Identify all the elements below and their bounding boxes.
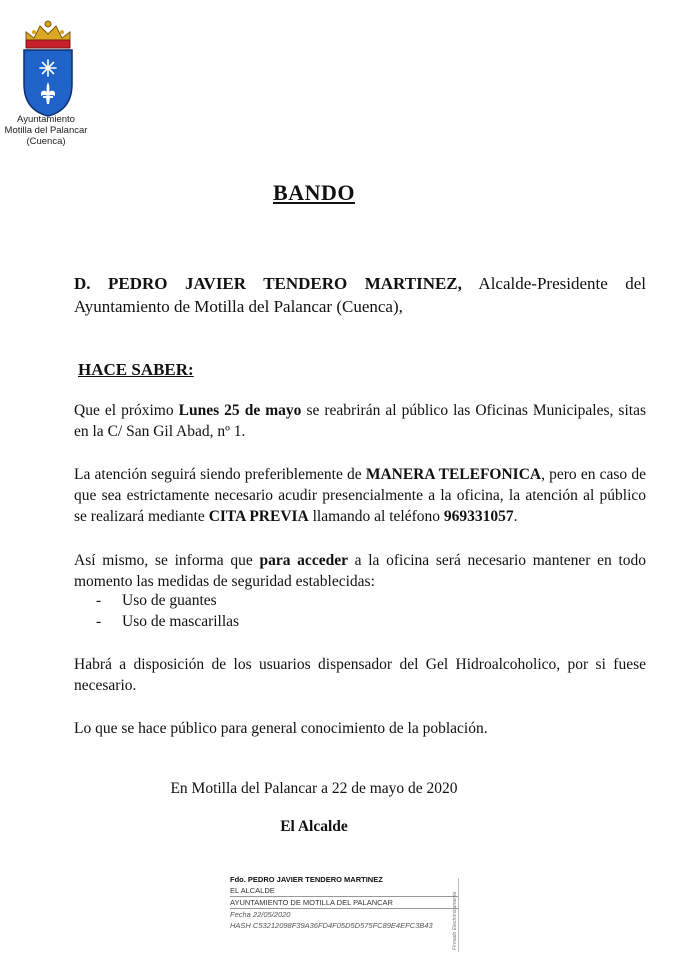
paragraph-closing: Lo que se hace público para general conocimiento de la población. [74, 720, 488, 737]
mayor-name: D. PEDRO JAVIER TENDERO MARTINEZ, [74, 274, 462, 293]
text-fragment: La atención seguirá siendo preferiblemente de [74, 466, 366, 483]
municipality-caption [0, 114, 92, 147]
paragraph-attention [74, 464, 646, 527]
text-fragment: , pero en caso de que sea estrictamente necesario acudir presencialmente a la oficina, la atención al público se realizará mediante [74, 466, 646, 525]
list-bullet: - [96, 613, 102, 630]
list-item-text: Uso de mascarillas [122, 613, 240, 630]
intro-paragraph [74, 272, 646, 318]
place-and-date: En Motilla del Palancar a 22 de mayo de 2020 [170, 780, 458, 797]
text-fragment: Así mismo, se informa que [74, 552, 260, 569]
reopening-date: Lunes 25 de mayo [178, 402, 302, 419]
text-fragment: Que el próximo [74, 402, 179, 419]
safety-measures-list [96, 590, 239, 632]
para-acceder: para acceder [259, 552, 348, 569]
alcalde-label: El Alcalde [280, 818, 348, 835]
text-fragment: se reabrirán al público las Oficinas Municipales, sitas en la C/ San Gil Abad, nº 1. [74, 402, 646, 440]
caption-line: Ayuntamiento [17, 114, 75, 125]
list-bullet: - [96, 592, 102, 609]
caption-line: (Cuenca) [26, 136, 66, 147]
text-fragment: . [513, 508, 518, 525]
text-fragment: a la oficina será necesario mantener en todo momento las medidas de seguridad establecidas: [74, 552, 647, 590]
intro-text: Alcalde-Presidente del Ayuntamiento de Motilla del Palancar (Cuenca), [74, 274, 646, 316]
list-item [96, 611, 239, 632]
caption-line: Motilla del Palancar [4, 125, 88, 136]
text-fragment: llamando al teléfono [308, 508, 444, 525]
document-title: BANDO [273, 180, 355, 205]
signature-hash: HASH C53212098F39A36FD4F05D5D575FC89E4EFC3B43 [230, 921, 433, 930]
paragraph-reopening [74, 400, 646, 442]
municipal-coat-of-arms [18, 18, 78, 118]
electronic-signature-block [230, 874, 458, 931]
signed-by: Fdo. PEDRO JAVIER TENDERO MARTINEZ [230, 875, 383, 884]
paragraph-safety [74, 550, 646, 592]
signed-electronically-label: Firmado Electrónicamente [452, 891, 458, 950]
signature-divider [458, 878, 459, 952]
cita-previa: CITA PREVIA [208, 508, 309, 525]
list-item-text: Uso de guantes [122, 592, 217, 609]
hace-saber-heading: HACE SABER: [78, 360, 194, 379]
phone-number: 969331057 [443, 508, 514, 525]
paragraph-gel: Habrá a disposición de los usuarios dispensador del Gel Hidroalcoholico, por si fuese necesario. [74, 656, 646, 694]
signer-role: EL ALCALDE [230, 885, 458, 897]
list-item [96, 590, 239, 611]
coat-of-arms-icon [18, 18, 78, 118]
signer-organization: AYUNTAMIENTO DE MOTILLA DEL PALANCAR [230, 897, 458, 909]
manera-telefonica: MANERA TELEFONICA [365, 466, 542, 483]
signature-date: Fecha 22/05/2020 [230, 910, 291, 919]
